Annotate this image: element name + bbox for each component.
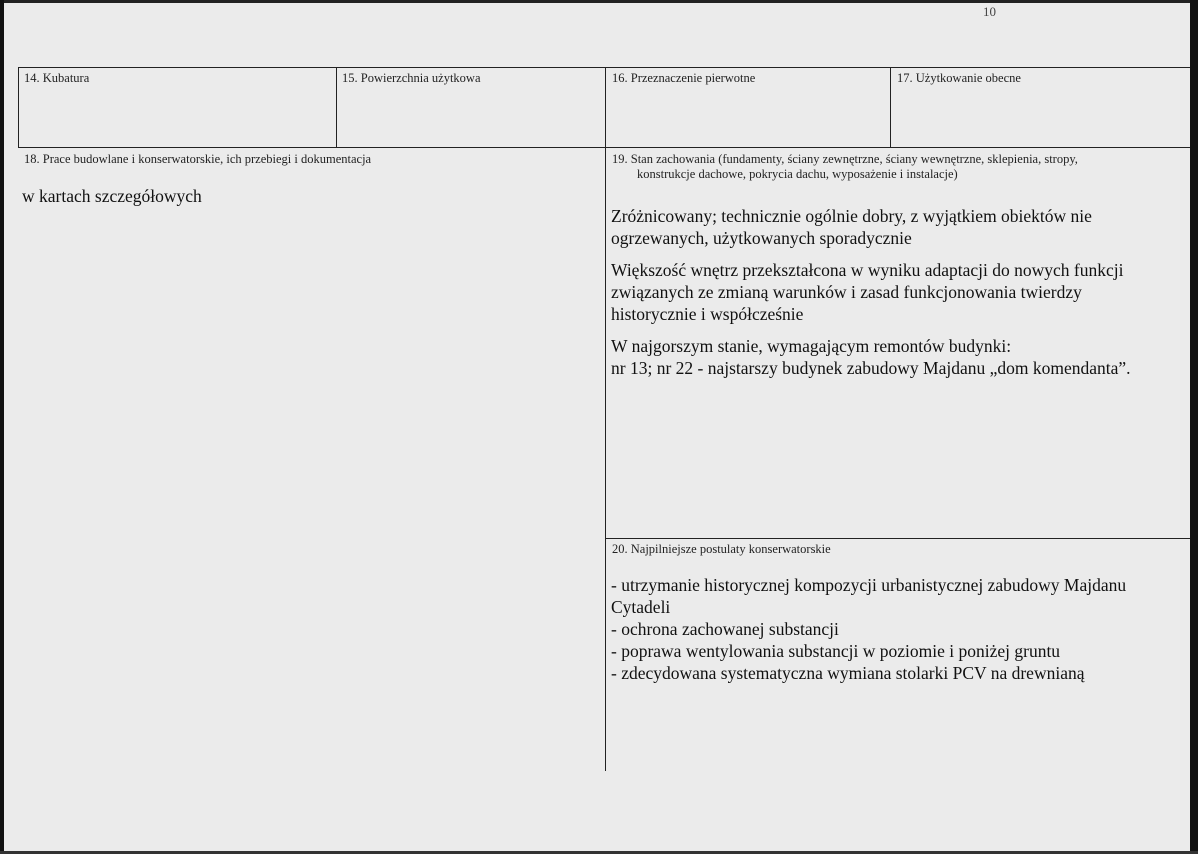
field-14-label: 14. Kubatura (24, 71, 90, 85)
col-divider-d (890, 67, 891, 147)
col-divider-b (336, 67, 337, 147)
field-20-item: - utrzymanie historycznej kompozycji urbanistycznej zabudowy Majdanu Cytadeli (611, 575, 1127, 617)
field-19-line: W najgorszym stanie, wymagającym remontów budynki: (611, 336, 1012, 356)
field-15-label: 15. Powierzchnia użytkowa (342, 71, 481, 85)
field-19-content (611, 205, 1166, 389)
row-top-border (18, 67, 1190, 68)
row-divider-2 (605, 538, 1190, 539)
scan-edge-left (0, 0, 4, 854)
page-number: 10 (983, 4, 996, 19)
field-19-line: nr 13; nr 22 - najstarszy budynek zabudowy Majdanu „dom komendanta”. (611, 358, 1131, 378)
field-20-item: - poprawa wentylowania substancji w poziomie i poniżej gruntu (611, 641, 1061, 661)
field-20-label: 20. Najpilniejsze postulaty konserwatorskie (612, 542, 831, 556)
col-divider-a (18, 67, 19, 147)
field-19-paragraph (611, 335, 1166, 379)
field-20-item: - ochrona zachowanej substancji (611, 619, 839, 639)
field-18-value: w kartach szczegółowych (22, 186, 202, 206)
field-19-label-line2: konstrukcje dachowe, pokrycia dachu, wyposażenie i instalacje) (637, 167, 958, 181)
field-19-paragraph: Zróżnicowany; technicznie ogólnie dobry, z wyjątkiem obiektów nie ogrzewanych, użytkowanych sporadycznie (611, 206, 1092, 248)
field-19-label (612, 152, 1182, 182)
scan-edge-top (0, 0, 1198, 3)
field-20-item: - zdecydowana systematyczna wymiana stolarki PCV na drewnianą (611, 663, 1085, 683)
col-divider-c (605, 67, 606, 771)
field-16-label: 16. Przeznaczenie pierwotne (612, 71, 756, 85)
field-19-paragraph: Większość wnętrz przekształcona w wyniku adaptacji do nowych funkcji związanych ze zmianą warunków i zasad funkcjonowania twierdzy historycznie i współcześnie (611, 260, 1124, 324)
field-18-label: 18. Prace budowlane i konserwatorskie, ich przebiegi i dokumentacja (24, 152, 372, 166)
field-17-label: 17. Użytkowanie obecne (897, 71, 1021, 85)
row-divider-1 (18, 147, 1190, 148)
scan-edge-right (1190, 0, 1198, 854)
field-20-list (611, 574, 1176, 684)
field-19-label-line1: 19. Stan zachowania (fundamenty, ściany zewnętrzne, ściany wewnętrzne, sklepienia, stropy, (612, 152, 1078, 166)
